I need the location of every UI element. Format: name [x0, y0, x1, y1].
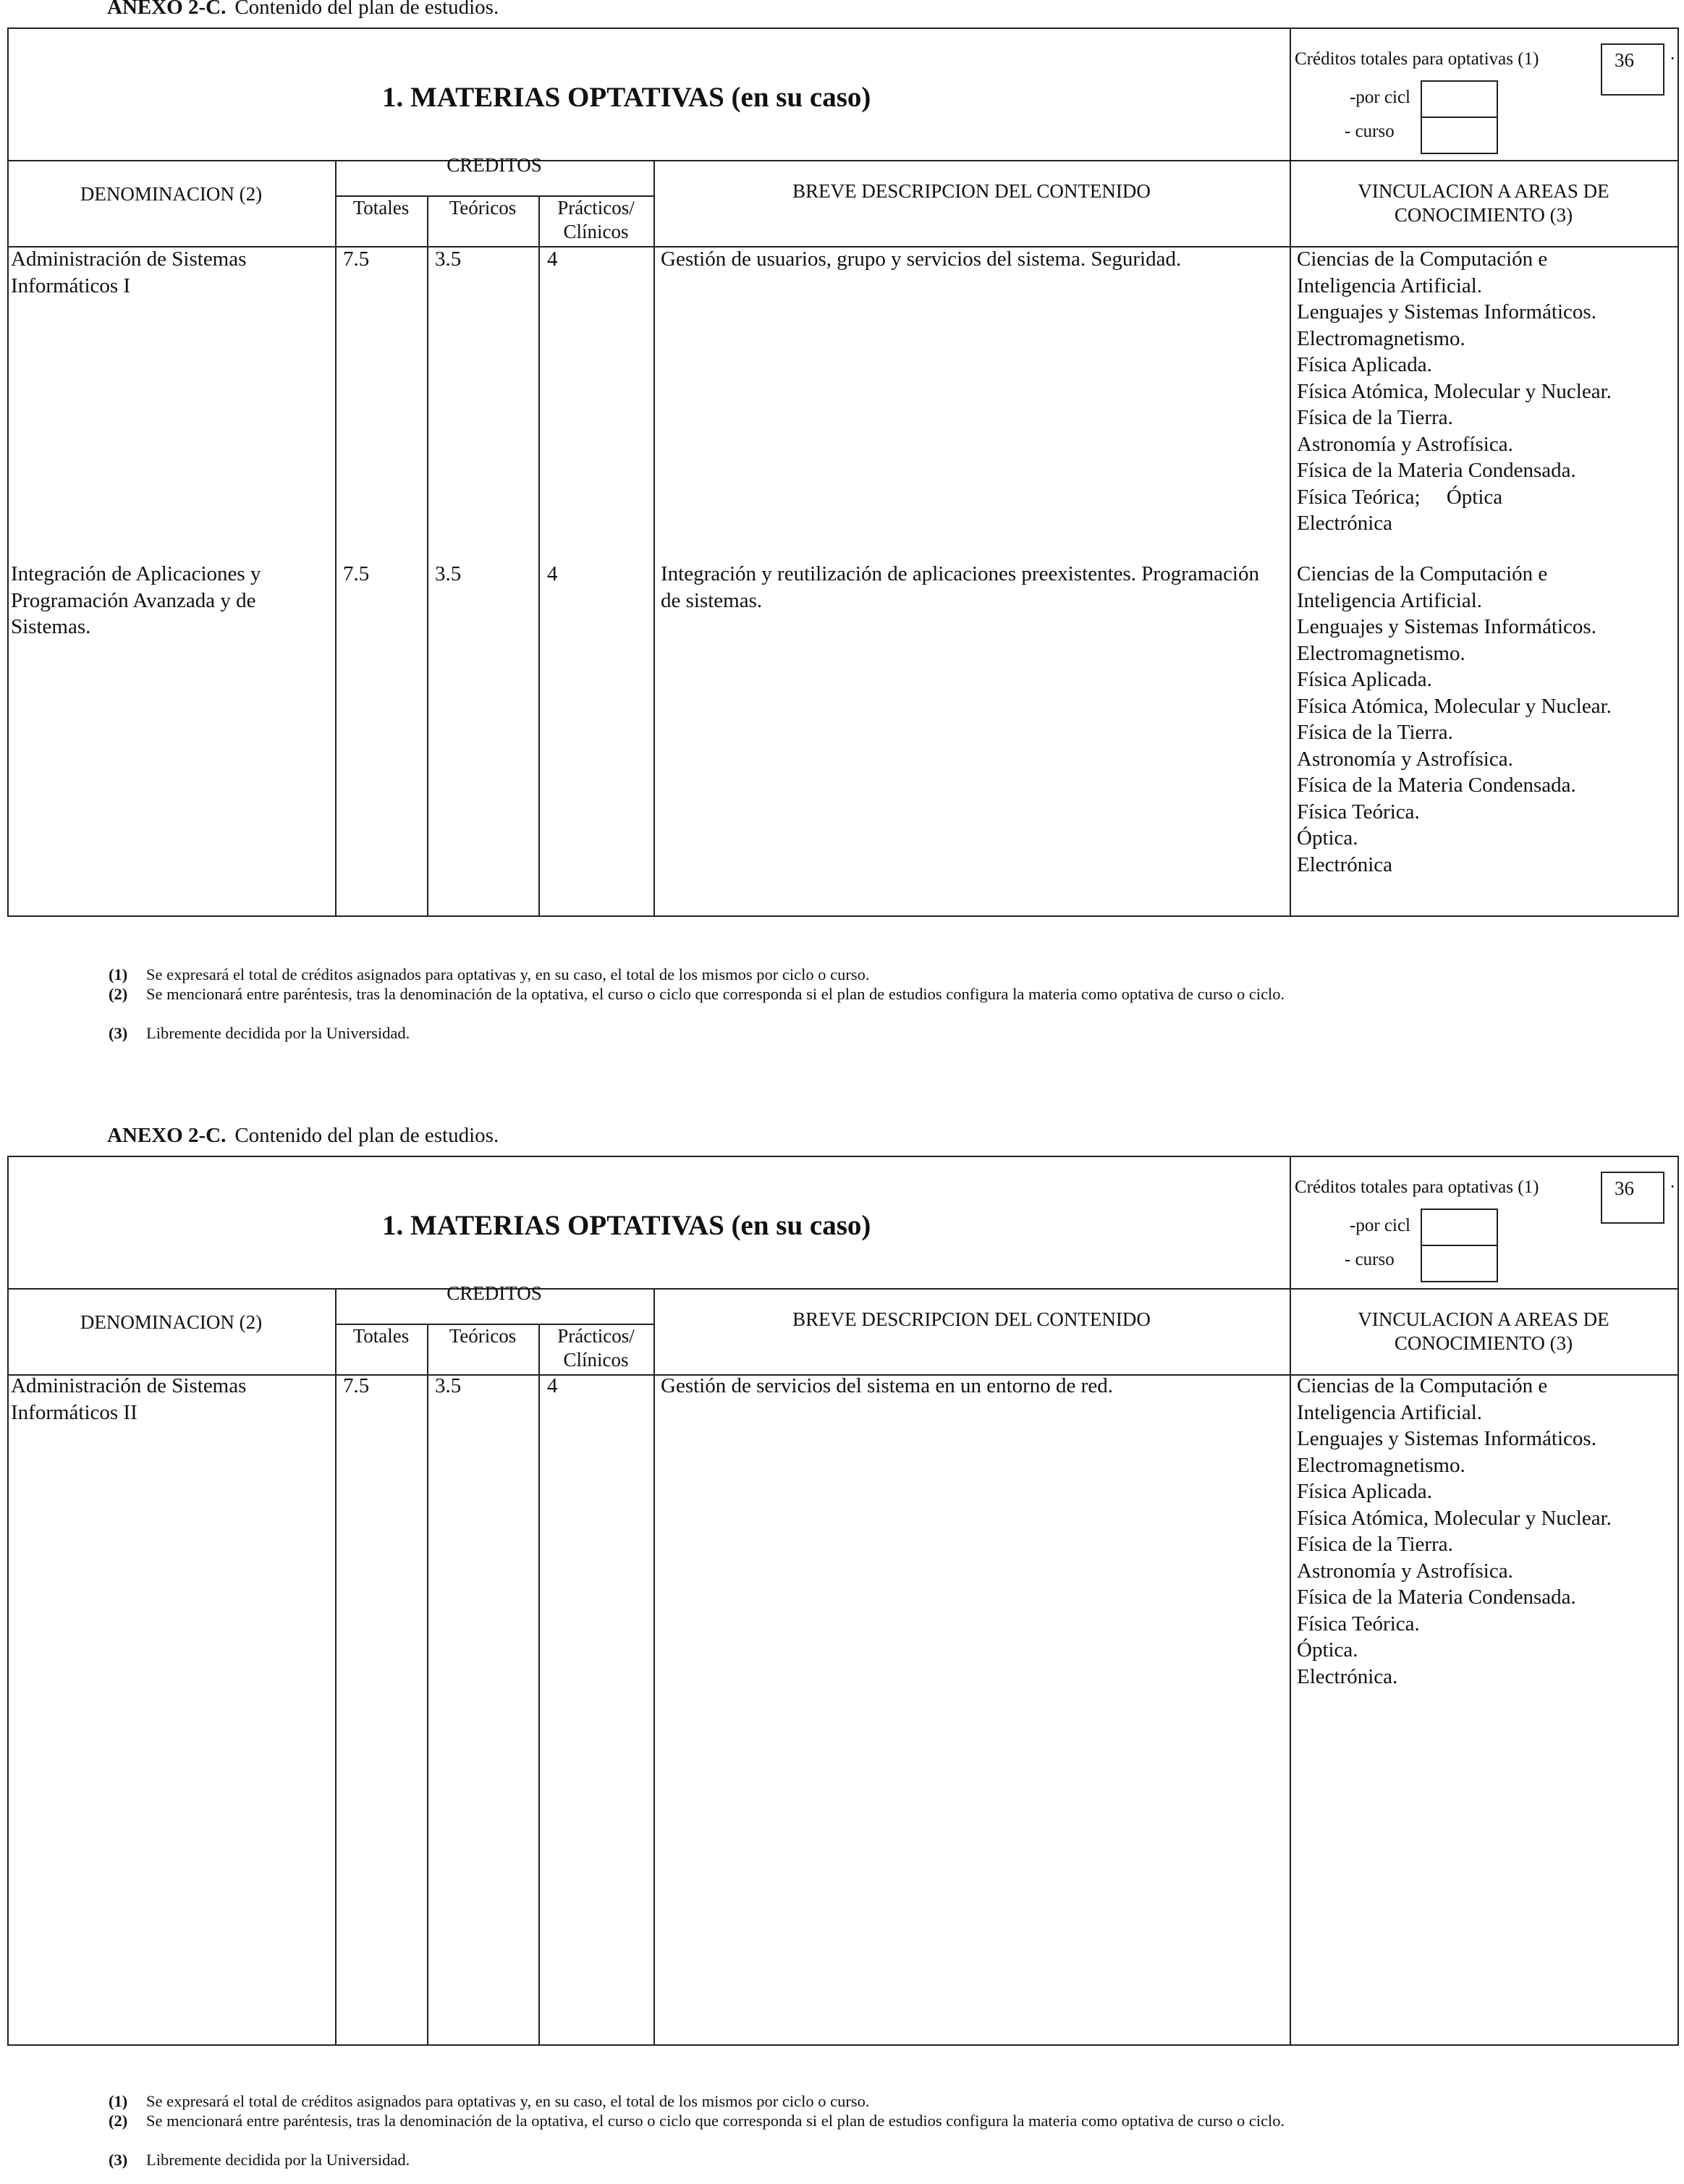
row-area-item: Electrónica: [1297, 512, 1393, 535]
footnote-number: (1): [109, 2092, 128, 2110]
table-top-border: [7, 27, 1677, 29]
header-practicos: Prácticos/ Clínicos: [557, 197, 635, 242]
footnote: [109, 984, 1578, 1004]
row-area-item: Astronomía y Astrofísica.: [1297, 1559, 1513, 1583]
col-divider-totales: [335, 1288, 337, 2046]
row-denominacion: Administración de Sistemas Informáticos I: [11, 247, 247, 297]
dot-mark: ·: [1670, 49, 1676, 69]
title-block-border: [7, 160, 1677, 161]
row-area-item: Electromagnetismo.: [1297, 326, 1465, 350]
table-top-border: [7, 1156, 1677, 1157]
row-practicos: 4: [547, 1374, 558, 1397]
row-denominacion: Integración de Aplicaciones y Programación Avanzada y de Sistemas.: [11, 562, 261, 638]
curso-box: [1421, 1245, 1498, 1282]
table-bottom-border: [7, 915, 1677, 917]
row-area-item: Ciencias de la Computación e: [1297, 562, 1548, 585]
row-totales: 7.5: [343, 1374, 370, 1397]
row-practicos: 4: [547, 247, 558, 271]
table-left-border: [7, 1156, 9, 2046]
row-area-item: Física de la Tierra.: [1297, 721, 1453, 744]
col-divider-practicos: [538, 1324, 540, 2046]
row-area-item: Física de la Tierra.: [1297, 1533, 1453, 1556]
row-descripcion: Integración y reutilización de aplicaciones preexistentes. Programación de sistemas.: [661, 562, 1259, 612]
annex-title: [107, 0, 499, 20]
footnote-number: (2): [109, 985, 128, 1003]
row-area-item: Astronomía y Astrofísica.: [1297, 432, 1513, 456]
annex-text: Contenido del plan de estudios.: [234, 1124, 499, 1147]
header-teoricos: Teóricos: [449, 197, 517, 219]
header-practicos: Prácticos/ Clínicos: [557, 1325, 635, 1371]
col-divider-vinculacion: [1290, 160, 1291, 917]
row-area-item: Física de la Materia Condensada.: [1297, 774, 1576, 797]
row-area-item: Ciencias de la Computación e: [1297, 247, 1548, 271]
row-area-item: Física Atómica, Molecular y Nuclear.: [1297, 1506, 1612, 1530]
col-divider-vinculacion: [1290, 1288, 1291, 2046]
credits-total-label: Créditos totales para optativas (1): [1295, 49, 1539, 69]
credits-total-value: 36: [1615, 49, 1634, 71]
header-vinculacion: VINCULACION A AREAS DE CONOCIMIENTO (3): [1358, 180, 1609, 226]
row-teoricos: 3.5: [435, 1374, 462, 1397]
table-bottom-border: [7, 2044, 1677, 2046]
footnote-number: (1): [109, 965, 128, 983]
row-teoricos: 3.5: [435, 562, 462, 585]
header-descripcion: BREVE DESCRIPCION DEL CONTENIDO: [792, 180, 1151, 202]
annex-text: Contenido del plan de estudios.: [234, 0, 499, 19]
table-left-border: [7, 27, 9, 917]
footnote: [109, 2150, 1578, 2170]
row-area-item: Inteligencia Artificial.: [1297, 274, 1483, 297]
row-area-item: Inteligencia Artificial.: [1297, 1400, 1483, 1424]
row-area-item: Física Teórica.: [1297, 1612, 1420, 1635]
row-descripcion: Gestión de servicios del sistema en un entorno de red.: [661, 1374, 1113, 1397]
header-creditos: CREDITOS: [447, 1282, 542, 1304]
footnote: [109, 2111, 1578, 2130]
footnote-number: (3): [109, 2151, 128, 2169]
row-area-item: Física de la Materia Condensada.: [1297, 459, 1576, 482]
title-block-divider: [1290, 27, 1291, 160]
row-area-item: Ciencias de la Computación e: [1297, 1374, 1548, 1397]
annex-label: ANEXO 2-C.: [107, 0, 227, 19]
row-area-item: Electromagnetismo.: [1297, 1453, 1465, 1477]
footnote: [109, 2091, 1578, 2111]
row-area-item: Óptica.: [1297, 826, 1358, 850]
header-creditos: CREDITOS: [447, 154, 542, 176]
row-area-item: Física Aplicada.: [1297, 1480, 1432, 1503]
col-divider-practicos: [538, 195, 540, 917]
section-title: 1. MATERIAS OPTATIVAS (en su caso): [382, 1210, 871, 1241]
row-area-item: Astronomía y Astrofísica.: [1297, 747, 1513, 771]
header-descripcion: BREVE DESCRIPCION DEL CONTENIDO: [792, 1308, 1151, 1330]
row-area-item: Física Teórica; Óptica: [1297, 485, 1503, 509]
row-area-item: Física Teórica.: [1297, 800, 1420, 824]
footnote-text: Libremente decidida por la Universidad.: [146, 1024, 410, 1042]
footnote-text: Libremente decidida por la Universidad.: [146, 2151, 410, 2169]
row-area-item: Lenguajes y Sistemas Informáticos.: [1297, 1427, 1596, 1450]
row-teoricos: 3.5: [435, 247, 462, 271]
por-ciclo-label: -por cicl: [1350, 88, 1410, 107]
header-totales: Totales: [352, 1325, 410, 1347]
por-ciclo-box: [1421, 80, 1498, 118]
annex-label: ANEXO 2-C.: [107, 1124, 227, 1147]
row-area-item: Electromagnetismo.: [1297, 641, 1465, 665]
row-area-item: Física Aplicada.: [1297, 668, 1432, 691]
credits-total-label: Créditos totales para optativas (1): [1295, 1177, 1539, 1197]
row-area-item: Física Atómica, Molecular y Nuclear.: [1297, 379, 1612, 403]
header-teoricos: Teóricos: [449, 1325, 517, 1347]
section-title: 1. MATERIAS OPTATIVAS (en su caso): [382, 82, 871, 113]
col-divider-descripcion: [653, 1288, 655, 2046]
footnote-number: (2): [109, 2112, 128, 2130]
row-area-item: Física Aplicada.: [1297, 353, 1432, 376]
curso-box: [1421, 117, 1498, 154]
footnote-text: Se expresará el total de créditos asignados para optativas y, en su caso, el total de los mismos por ciclo o curso.: [146, 965, 870, 983]
title-block-divider: [1290, 1156, 1291, 1288]
row-area-item: Electrónica: [1297, 852, 1393, 876]
header-denominacion: DENOMINACION (2): [80, 1311, 263, 1333]
footnote-text: Se expresará el total de créditos asignados para optativas y, en su caso, el total de los mismos por ciclo o curso.: [146, 2092, 870, 2110]
credits-total-value: 36: [1615, 1177, 1634, 1199]
row-denominacion: Administración de Sistemas Informáticos II: [11, 1374, 247, 1424]
row-descripcion: Gestión de usuarios, grupo y servicios del sistema. Seguridad.: [661, 247, 1182, 271]
por-ciclo-box: [1421, 1209, 1498, 1246]
header-totales: Totales: [352, 197, 410, 219]
row-totales: 7.5: [343, 247, 370, 271]
footnote: [109, 965, 1578, 984]
row-area-item: Física de la Tierra.: [1297, 406, 1453, 429]
footnote: [109, 1023, 1578, 1043]
header-vinculacion: VINCULACION A AREAS DE CONOCIMIENTO (3): [1358, 1308, 1609, 1354]
por-ciclo-label: -por cicl: [1350, 1216, 1410, 1235]
footnote-text: Se mencionará entre paréntesis, tras la denominación de la optativa, el curso o ciclo que corresponda si el plan de estudios configura la materia como optativa de curso o ciclo.: [146, 2112, 1285, 2130]
row-area-item: Física Atómica, Molecular y Nuclear.: [1297, 694, 1612, 718]
col-divider-teoricos: [427, 1324, 428, 2046]
col-divider-totales: [335, 160, 337, 917]
annex-title: [107, 1124, 499, 1148]
title-block-border: [7, 1288, 1677, 1290]
curso-label: - curso: [1345, 1250, 1395, 1269]
row-area-item: Electrónica.: [1297, 1664, 1398, 1688]
row-totales: 7.5: [343, 562, 370, 585]
row-practicos: 4: [547, 562, 558, 585]
row-area-item: Inteligencia Artificial.: [1297, 588, 1483, 612]
table-right-border: [1677, 1156, 1679, 2046]
footnote-text: Se mencionará entre paréntesis, tras la denominación de la optativa, el curso o ciclo que corresponda si el plan de estudios configura la materia como optativa de curso o ciclo.: [146, 985, 1285, 1003]
table-right-border: [1677, 27, 1679, 917]
row-area-item: Física de la Materia Condensada.: [1297, 1586, 1576, 1609]
curso-label: - curso: [1345, 122, 1395, 141]
dot-mark: ·: [1670, 1177, 1676, 1197]
row-area-item: Lenguajes y Sistemas Informáticos.: [1297, 615, 1596, 638]
row-area-item: Lenguajes y Sistemas Informáticos.: [1297, 300, 1596, 323]
row-area-item: Óptica.: [1297, 1638, 1358, 1662]
col-divider-teoricos: [427, 195, 428, 917]
col-divider-descripcion: [653, 160, 655, 917]
footnote-number: (3): [109, 1024, 128, 1042]
header-denominacion: DENOMINACION (2): [80, 183, 263, 205]
